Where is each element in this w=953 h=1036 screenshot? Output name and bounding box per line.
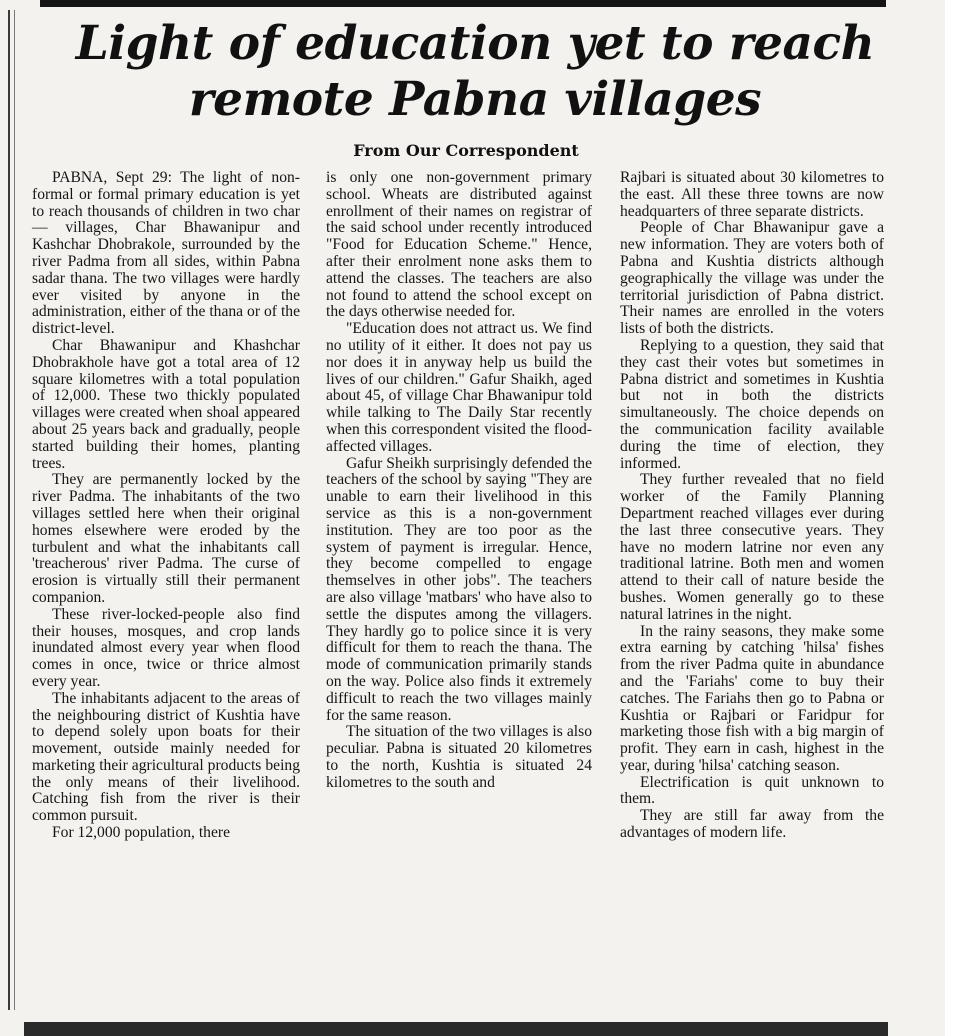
paragraph: In the rainy seasons, they make some extra earning by catching 'hilsa' fishes from the river Padma quite in abundance and the 'Fariahs' come to buy their catches. The Fariahs then go to Pabna or Kushtia or Rajbari or Faridpur for marketing those fish with a big margin of profit. They earn in cash, highest in the year, during 'hilsa' catching season. <box>620 622 884 774</box>
paragraph: They are still far away from the advantages of modern life. <box>620 807 884 842</box>
article-column-3 <box>620 170 884 842</box>
headline <box>40 16 910 128</box>
article-column-2 <box>326 170 592 791</box>
paragraph: Gafur Sheikh surprisingly defended the teachers of the school by saying "They are unable to earn their livelihood in this service as this is a non-government institution. They are too poor as the system of payment is irregular. Hence, they become compelled to engage themselves in other jobs". The teachers are also village 'matbars' who have also to settle the disputes among the villagers. They hardly go to police since it is very difficult for them to reach the thana. The mode of communication primarily stands on the way. Police also finds it extremely difficult to reach the two villages mainly for the same reason. <box>326 454 592 724</box>
page-edge <box>945 0 953 1036</box>
left-column-rule <box>8 10 10 1010</box>
paragraph: is only one non-government primary school. Wheats are distributed against enrollment of their names on registrar of the said school under recently introduced "Food for Education Scheme." Hence, after their enrolment none asks them to attend the classes. The teachers are also not found to attend the school except on the days otherwise needed for. <box>326 169 592 321</box>
paragraph: They further revealed that no field worker of the Family Planning Department reached villages ever during the last three consecutive years. They have no modern latrine nor even any traditional latrine. Both men and women attend to their call of nature beside the bushes. Women generally go to these natural latrines in the night. <box>620 471 884 623</box>
paragraph: Electrification is quit unknown to them. <box>620 773 884 808</box>
paragraph: Rajbari is situated about 30 kilometres to the east. All these three towns are now headquarters of three separate districts. <box>620 169 884 220</box>
bottom-rule <box>24 1022 888 1036</box>
left-column-rule-inner <box>14 10 15 1010</box>
paragraph: The inhabitants adjacent to the areas of the neighbouring district of Kushtia have to depend solely upon boats for their movement, outside mainly needed for marketing their agricultural products being the only means of their livelihood. Catching fish from the river is their common pursuit. <box>32 689 300 825</box>
paragraph: "Education does not attract us. We find no utility of it either. It does not pay us nor does it in anyway help us build the lives of our children." Gafur Shaikh, aged about 45, of village Char Bhawanipur told while talking to The Daily Star recently when this correspondent visited the flood-affected villages. <box>326 320 592 455</box>
paragraph: PABNA, Sept 29: The light of non-formal or formal primary education is yet to reach thousands of children in two char — villages, Char Bhawanipur and Kashchar Dhobrakole, surrounded by the river Padma from all sides, within Pabna sadar thana. The two villages were hardly ever visited by anyone in the administration, either of the thana or of the district-level. <box>32 169 300 338</box>
headline-line-2: remote Pabna villages <box>188 72 762 127</box>
article-column-1 <box>32 170 300 842</box>
paragraph: For 12,000 population, there <box>52 824 231 842</box>
paragraph: These river-locked-people also find their houses, mosques, and crop lands inundated almost every year when flood comes in once, twice or thrice almost every year. <box>32 605 300 690</box>
top-rule <box>40 0 886 7</box>
byline: From Our Correspondent <box>353 141 579 160</box>
paragraph: They are permanently locked by the river Padma. The inhabitants of the two villages settled here when their original homes elsewhere were eroded by the turbulent and what the inhabitants call 'treacherous' river Padma. The curse of erosion is virtually still their permanent companion. <box>32 471 300 606</box>
paragraph: Char Bhawanipur and Khashchar Dhobrakhole have got a total area of 12 square kilometres with a total population of 12,000. These two thickly populated villages were created when shoal appeared about 25 years back and gradually, people started building their homes, planting trees. <box>32 336 300 472</box>
headline-line-1: Light of education yet to reach <box>75 16 875 71</box>
paragraph: Replying to a question, they said that they cast their votes but sometimes in Pabna district and sometimes in Kushtia but not in both the districts simultaneously. The choice depends on the communication facility available during the time of election, they informed. <box>620 336 884 472</box>
paragraph: The situation of the two villages is also peculiar. Pabna is situated 20 kilometres to the north, Kushtia is situated 24 kilometres to the south and <box>326 723 592 791</box>
paragraph: People of Char Bhawanipur gave a new information. They are voters both of Pabna and Kushtia districts although geographically the village was under the territorial jurisdiction of Pabna district. Their names are enrolled in the voters lists of both the districts. <box>620 219 884 338</box>
